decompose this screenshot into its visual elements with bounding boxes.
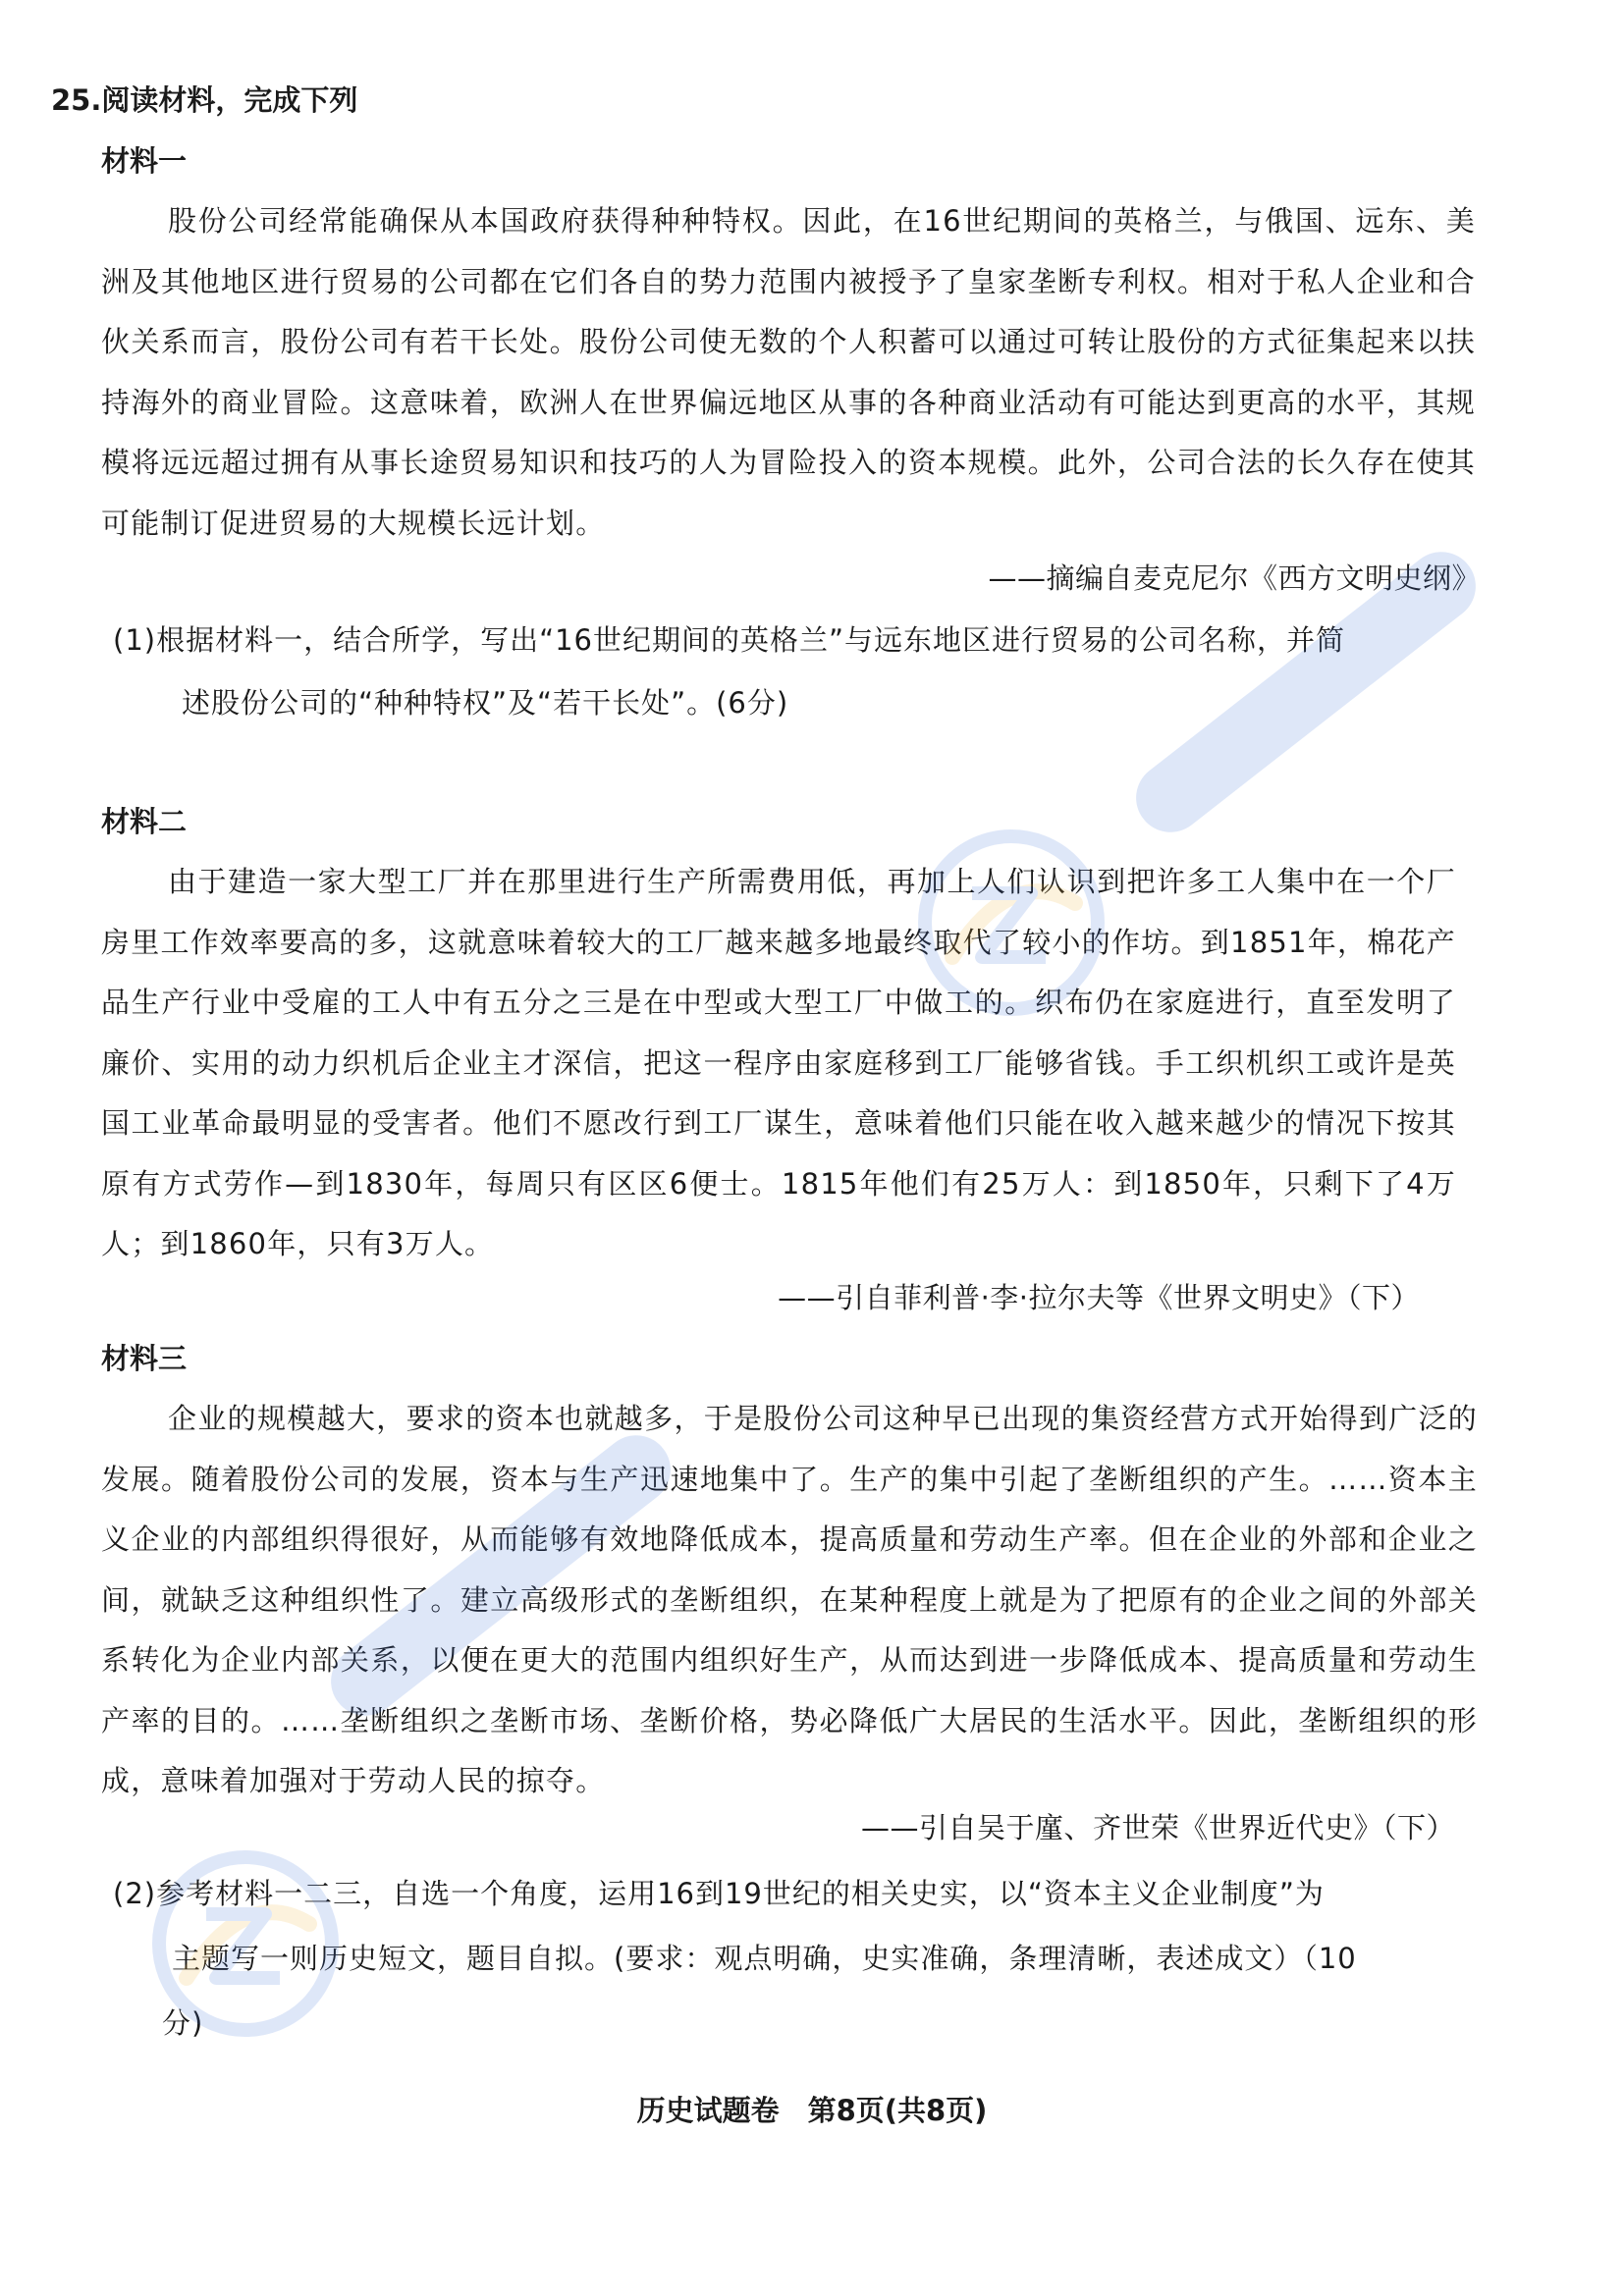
question1-line2: 述股份公司的“种种特权”及“若干长处”。(6分) <box>182 686 789 720</box>
question2 <box>113 1861 1389 2056</box>
question2-line1: (2)参考材料一二三，自选一个角度，运用16到19世纪的相关史实，以“资本主义企业制度”为 <box>113 1877 1325 1910</box>
material1-text: 股份公司经常能确保从本国政府获得种种特权。因此，在16世纪期间的英格兰，与俄国、远东、美洲及其他地区进行贸易的公司都在它们各自的势力范围内被授予了皇家垄断专利权。相对于私人企业和合伙关系而言，股份公司有若干长处。股份公司使无数的个人积蓄可以通过可转让股份的方式征集起来以扶持海外的商业冒险。这意味着，欧洲人在世界偏远地区从事的各种商业活动有可能达到更高的水平，其规模将远远超过拥有从事长途贸易知识和技巧的人为冒险投入的资本规模。此外，公司合法的长久存在使其可能制订促进贸易的大规模长远计划。 <box>101 204 1476 540</box>
material2-label: 材料二 <box>101 805 188 838</box>
material2-text: 由于建造一家大型工厂并在那里进行生产所需费用低，再加上人们认识到把许多工人集中在一个厂房里工作效率要高的多，这就意味着较大的工厂越来越多地最终取代了较小的作坊。到1851年，棉花产品生产行业中受雇的工人中有五分之三是在中型或大型工厂中做工的。织布仍在家庭进行，直至发明了廉价、实用的动力织机后企业主才深信，把这一程序由家庭移到工厂能够省钱。手工织机织工或许是英国工业革命最明显的受害者。他们不愿改行到工厂谋生，意味着他们只能在收入越来越少的情况下按其原有方式劳作—到1830年，每周只有区区6便士。1815年他们有25万人：到1850年，只剩下了4万人；到1860年，只有3万人。 <box>101 865 1456 1260</box>
page-footer: 历史试题卷 第8页(共8页) <box>636 2094 988 2127</box>
material1-source: ——摘编自麦克尼尔《西方文明史纲》 <box>988 561 1481 595</box>
question-title: 25.阅读材料，完成下列 <box>51 83 358 117</box>
material1-label: 材料一 <box>101 144 188 178</box>
material2-source: ——引自菲利普·李·拉尔夫等《世界文明史》（下） <box>778 1281 1420 1314</box>
question2-line2: 主题写一则历史短文，题目自拟。(要求：观点明确，史实准确，条理清晰，表述成文）（10 <box>172 1942 1357 1975</box>
material3-text: 企业的规模越大，要求的资本也就越多，于是股份公司这种早已出现的集资经营方式开始得到广泛的发展。随着股份公司的发展，资本与生产迅速地集中了。生产的集中引起了垄断组织的产生。……资本主义企业的内部组织得很好，从而能够有效地降低成本，提高质量和劳动生产率。但在企业的外部和企业之间，就缺乏这种组织性了。建立高级形式的垄断组织，在某种程度上就是为了把原有的企业之间的外部关系转化为企业内部关系，以便在更大的范围内组织好生产，从而达到进一步降低成本、提高质量和劳动生产率的目的。……垄断组织之垄断市场、垄断价格，势必降低广大居民的生活水平。因此，垄断组织的形成，意味着加强对于劳动人民的掠夺。 <box>101 1402 1478 1797</box>
material3-label: 材料三 <box>101 1342 188 1375</box>
question2-line3: 分) <box>162 2006 204 2040</box>
question1-line1: (1)根据材料一，结合所学，写出“16世纪期间的英格兰”与远东地区进行贸易的公司名称，并简 <box>113 623 1346 657</box>
material3-source: ——引自吴于廑、齐世荣《世界近代史》（下） <box>860 1811 1455 1844</box>
question1 <box>113 609 1389 734</box>
